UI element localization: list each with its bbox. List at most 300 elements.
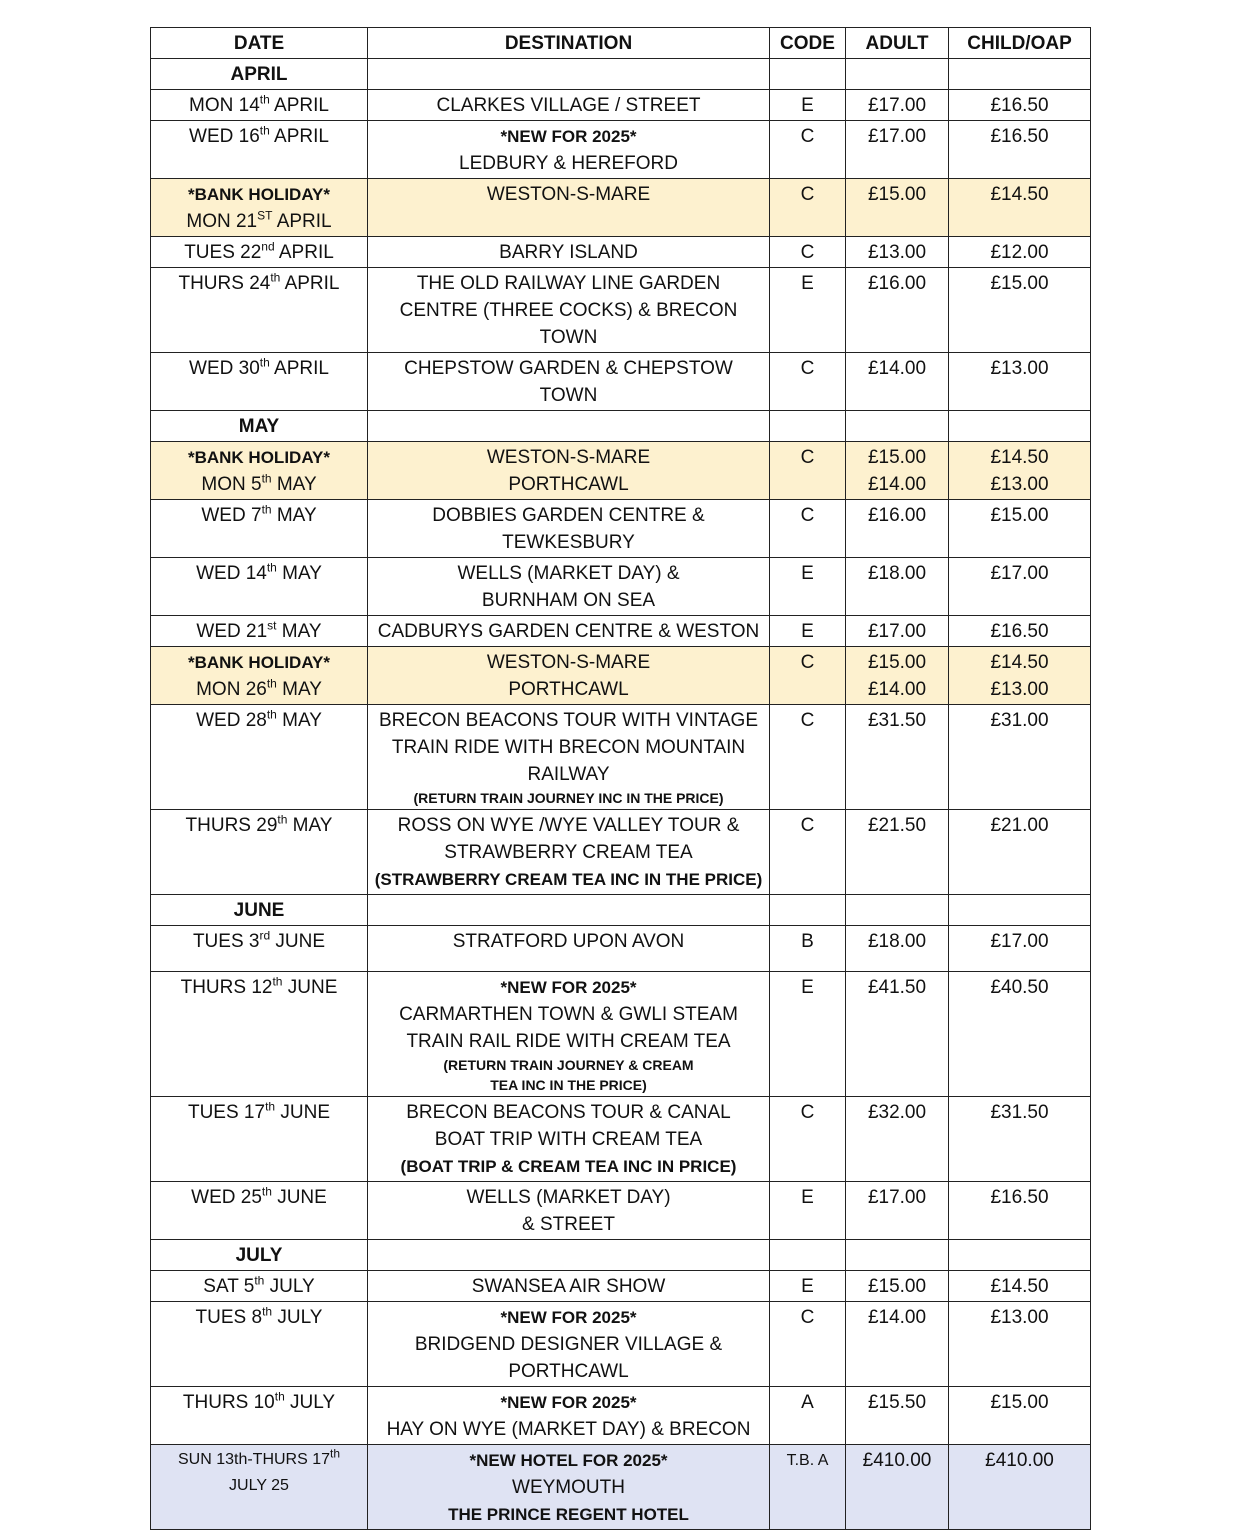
destination-line: (RETURN TRAIN JOURNEY & CREAM [443,1057,694,1073]
trip-row [151,353,1091,411]
text: THURS 29 [185,815,278,836]
text: JUNE [271,1187,327,1208]
date-cell [151,558,368,616]
text: THURS 12 [180,977,273,998]
destination-line: *NEW FOR 2025* [500,127,637,146]
ordinal-suffix: th [261,471,272,486]
destination-line: PORTHCAWL [508,1361,629,1382]
adult-price: £17.00 [867,126,927,147]
trip-row [151,442,1091,500]
date-cell [151,1097,368,1182]
text: MAY [276,563,322,584]
header-destination: DESTINATION [368,28,770,59]
trip-row [151,810,1091,895]
text: WED 7 [201,505,262,526]
adult-price-cell [846,1445,949,1530]
child-oap-price: £17.00 [990,931,1049,952]
code-cell [770,59,846,90]
child-oap-price-cell [949,1271,1091,1302]
text: *BANK HOLIDAY* [187,653,330,672]
adult-price-cell [846,926,949,972]
destination-cell [368,1097,770,1182]
child-oap-price-cell [949,179,1091,237]
text: JUNE [282,977,338,998]
destination-cell [368,442,770,500]
destination-line: *NEW HOTEL FOR 2025* [469,1451,668,1470]
date-cell [151,1302,368,1387]
child-oap-price: £13.00 [990,1307,1049,1328]
trip-row [151,90,1091,121]
trip-row [151,1387,1091,1445]
destination-line: *NEW FOR 2025* [500,1308,637,1327]
adult-price: £32.00 [867,1102,927,1123]
text: MON 21 [186,211,258,232]
code-cell: E [770,972,846,1097]
adult-price-cell [846,59,949,90]
date-cell [151,500,368,558]
destination-line: THE OLD RAILWAY LINE GARDEN [416,273,721,294]
adult-price: £31.50 [867,710,927,731]
adult-price-cell [846,179,949,237]
ordinal-suffix: th [266,560,277,575]
excursion-table [150,27,1091,1530]
date-line [154,1447,364,1473]
date-cell [151,810,368,895]
destination-line: DOBBIES GARDEN CENTRE & [432,505,705,526]
text: WED 14 [196,563,267,584]
code-cell: E [770,558,846,616]
code-cell: C [770,810,846,895]
adult-price-cell [846,972,949,1097]
destination-line: STRAWBERRY CREAM TEA [444,842,693,863]
destination-line: (BOAT TRIP & CREAM TEA INC IN PRICE) [400,1157,737,1176]
child-oap-price-cell [949,1387,1091,1445]
code-cell: E [770,1182,846,1240]
text: JULY [284,1392,336,1413]
destination-line: CADBURYS GARDEN CENTRE & WESTON [377,621,760,642]
destination-cell [368,179,770,237]
adult-price: £14.00 [867,474,927,495]
child-oap-price: £21.00 [990,815,1049,836]
destination-line: WESTON-S-MARE [486,184,651,205]
adult-price-cell [846,1302,949,1387]
date-cell [151,1445,368,1530]
trip-row [151,500,1091,558]
code-cell: A [770,1387,846,1445]
date-cell [151,972,368,1097]
text: MON 14 [189,95,260,116]
child-oap-price-cell [949,1302,1091,1387]
adult-price-cell [846,895,949,926]
ordinal-suffix: ST [257,208,273,223]
destination-line: BRIDGEND DESIGNER VILLAGE & [414,1334,723,1355]
date-line [154,208,364,235]
destination-line: TRAIN RAIL RIDE WITH CREAM TEA [406,1031,731,1052]
trip-row [151,179,1091,237]
child-oap-price: £12.00 [990,242,1049,263]
ordinal-suffix: nd [261,239,275,254]
ordinal-suffix: th [266,676,277,691]
ordinal-suffix: th [266,707,277,722]
text: TUES 8 [195,1307,263,1328]
child-oap-price: £13.00 [990,679,1049,700]
ordinal-suffix: th [261,502,272,517]
ordinal-suffix: th [265,1099,276,1114]
destination-cell [368,1387,770,1445]
ordinal-suffix: th [272,974,283,989]
destination-line: BRECON BEACONS TOUR & CANAL [406,1102,731,1123]
adult-price-cell [846,442,949,500]
trip-row [151,558,1091,616]
child-oap-price-cell [949,500,1091,558]
date-cell [151,442,368,500]
code-cell: C [770,237,846,268]
destination-line: PORTHCAWL [508,679,629,700]
destination-line: PORTHCAWL [508,474,629,495]
code-cell: C [770,500,846,558]
adult-price: £15.00 [867,652,927,673]
trip-row [151,1302,1091,1387]
text: MAY [287,815,333,836]
date-cell [151,353,368,411]
text: THURS 24 [178,273,271,294]
child-oap-price: £14.50 [990,1276,1049,1297]
destination-line: WESTON-S-MARE [486,447,651,468]
header-code: CODE [770,28,846,59]
date-cell [151,411,368,442]
adult-price: £17.00 [867,1187,927,1208]
code-cell [770,895,846,926]
destination-cell [368,500,770,558]
text: JUNE [233,900,285,921]
month-row [151,411,1091,442]
ordinal-suffix: st [267,618,277,633]
ordinal-suffix: th [254,1273,265,1288]
ordinal-suffix: th [259,123,270,138]
destination-line: ROSS ON WYE /WYE VALLEY TOUR & [397,815,740,836]
child-oap-price: £14.50 [990,184,1049,205]
text: MAY [271,474,317,495]
code-cell [770,1240,846,1271]
child-oap-price-cell [949,895,1091,926]
child-oap-price-cell [949,59,1091,90]
text: WED 16 [189,126,260,147]
destination-line: CARMARTHEN TOWN & GWLI STEAM [399,1004,738,1025]
adult-price-cell [846,1240,949,1271]
adult-price: £21.50 [867,815,927,836]
date-cell [151,616,368,647]
destination-line: SWANSEA AIR SHOW [471,1276,666,1297]
child-oap-price-cell [949,810,1091,895]
date-line [154,1473,364,1499]
text: APRIL [230,64,288,85]
adult-price: £410.00 [862,1450,932,1471]
text: MON 5 [201,474,262,495]
destination-line: WEYMOUTH [512,1477,625,1498]
text: WED 25 [191,1187,262,1208]
destination-line: WESTON-S-MARE [486,652,651,673]
child-oap-price: £31.50 [990,1102,1049,1123]
trip-row [151,647,1091,705]
month-row [151,59,1091,90]
text: APRIL [269,126,329,147]
text: JULY [264,1276,315,1297]
destination-cell [368,59,770,90]
destination-line: THE PRINCE REGENT HOTEL [448,1505,689,1524]
child-oap-price: £16.50 [990,621,1049,642]
text: JULY [272,1307,323,1328]
text: JULY [235,1245,283,1266]
child-oap-price: £15.00 [990,273,1049,294]
date-cell [151,1240,368,1271]
code-cell: E [770,1271,846,1302]
destination-line: BOAT TRIP WITH CREAM TEA [434,1129,703,1150]
adult-price-cell [846,268,949,353]
destination-line: TOWN [539,385,598,406]
child-oap-price: £15.00 [990,505,1049,526]
child-oap-price-cell [949,1445,1091,1530]
destination-line: HAY ON WYE (MARKET DAY) & BRECON [386,1419,751,1440]
adult-price-cell [846,616,949,647]
destination-cell [368,1182,770,1240]
child-oap-price-cell [949,616,1091,647]
text: MAY [276,621,322,642]
date-line [154,181,364,208]
adult-price: £15.00 [867,184,927,205]
ordinal-suffix: th [330,1446,341,1461]
date-cell [151,90,368,121]
destination-line: STRATFORD UPON AVON [452,931,685,952]
child-oap-price: £15.00 [990,1392,1049,1413]
code-cell: C [770,121,846,179]
destination-cell [368,705,770,810]
destination-line: CENTRE (THREE COCKS) & BRECON TOWN [399,300,738,348]
destination-cell [368,647,770,705]
date-cell [151,926,368,972]
date-line [154,444,364,471]
child-oap-price-cell [949,121,1091,179]
text: WED 21 [196,621,268,642]
destination-line: CHEPSTOW GARDEN & CHEPSTOW [404,358,733,379]
adult-price-cell [846,121,949,179]
ordinal-suffix: th [259,92,270,107]
ordinal-suffix: th [262,1304,273,1319]
date-cell [151,237,368,268]
adult-price-cell [846,1182,949,1240]
child-oap-price-cell [949,353,1091,411]
ordinal-suffix: th [274,1389,285,1404]
destination-cell [368,1302,770,1387]
text: JULY 25 [229,1477,289,1494]
destination-cell [368,972,770,1097]
destination-cell [368,1240,770,1271]
ordinal-suffix: th [261,1184,272,1199]
date-line [154,471,364,498]
destination-line: TEWKESBURY [502,532,635,553]
child-oap-price: £17.00 [990,563,1049,584]
ordinal-suffix: th [270,270,281,285]
child-oap-price-cell [949,237,1091,268]
text: WED 28 [196,710,267,731]
adult-price-cell [846,1387,949,1445]
destination-line: TEA INC IN THE PRICE) [490,1077,647,1093]
text: APRIL [272,211,332,232]
child-oap-price: £14.50 [990,447,1049,468]
adult-price: £41.50 [867,977,927,998]
trip-row [151,972,1091,1097]
code-cell: E [770,268,846,353]
table-body [151,59,1091,1530]
text: JUNE [275,1102,330,1123]
code-cell [770,411,846,442]
text: MAY [276,710,322,731]
destination-line: (STRAWBERRY CREAM TEA INC IN THE PRICE) [374,870,763,889]
date-cell [151,1182,368,1240]
text: MAY [238,416,280,437]
month-row [151,895,1091,926]
destination-cell [368,616,770,647]
adult-price: £15.50 [867,1392,927,1413]
destination-cell [368,558,770,616]
adult-price-cell [846,647,949,705]
adult-price: £16.00 [867,273,927,294]
adult-price-cell [846,558,949,616]
adult-price-cell [846,411,949,442]
text: TUES 22 [184,242,262,263]
text: THURS 10 [182,1392,275,1413]
text: *BANK HOLIDAY* [187,185,330,204]
child-oap-price: £16.50 [990,126,1049,147]
destination-cell [368,926,770,972]
child-oap-price: £16.50 [990,95,1049,116]
ordinal-suffix: th [259,355,270,370]
child-oap-price-cell [949,972,1091,1097]
destination-cell [368,268,770,353]
child-oap-price: £410.00 [985,1450,1054,1471]
child-oap-price: £40.50 [990,977,1049,998]
month-row [151,1240,1091,1271]
destination-cell [368,810,770,895]
child-oap-price: £13.00 [990,474,1049,495]
adult-price-cell [846,500,949,558]
adult-price: £15.00 [867,447,927,468]
destination-line: BRECON BEACONS TOUR WITH VINTAGE [379,710,758,731]
date-line [154,649,364,676]
adult-price: £13.00 [867,242,927,263]
destination-cell [368,90,770,121]
adult-price-cell [846,810,949,895]
trip-row [151,237,1091,268]
destination-cell [368,1271,770,1302]
code-cell: C [770,442,846,500]
destination-line: TRAIN RIDE WITH BRECON MOUNTAIN [391,737,746,758]
destination-cell [368,895,770,926]
adult-price: £15.00 [867,1276,927,1297]
adult-price: £18.00 [867,563,927,584]
text: TUES 3 [192,931,260,952]
adult-price-cell [846,90,949,121]
adult-price: £16.00 [867,505,927,526]
trip-row [151,1182,1091,1240]
trip-row [151,926,1091,972]
destination-line: *NEW FOR 2025* [500,978,637,997]
destination-line: LEDBURY & HEREFORD [459,153,678,174]
destination-line: (RETURN TRAIN JOURNEY INC IN THE PRICE) [413,790,724,806]
destination-line: WELLS (MARKET DAY) & [457,563,680,584]
destination-line: CLARKES VILLAGE / STREET [436,95,701,116]
adult-price-cell [846,1271,949,1302]
date-cell [151,705,368,810]
code-cell: T.B. A [770,1445,846,1530]
date-cell [151,268,368,353]
adult-price: £17.00 [867,621,927,642]
date-line [154,676,364,703]
code-cell: C [770,353,846,411]
destination-cell [368,1445,770,1530]
code-cell: C [770,1302,846,1387]
adult-price-cell [846,1097,949,1182]
destination-cell [368,121,770,179]
trip-row [151,268,1091,353]
date-cell [151,59,368,90]
date-cell [151,1271,368,1302]
adult-price: £18.00 [867,931,927,952]
destination-line: BARRY ISLAND [499,242,638,263]
child-oap-price-cell [949,705,1091,810]
date-cell [151,179,368,237]
destination-line: RAILWAY [527,764,610,785]
text: APRIL [274,242,334,263]
text: *BANK HOLIDAY* [187,448,330,467]
trip-row [151,1097,1091,1182]
trip-row [151,121,1091,179]
text: MON 26 [196,679,267,700]
child-oap-price-cell [949,558,1091,616]
child-oap-price-cell [949,926,1091,972]
adult-price: £17.00 [867,95,927,116]
code-cell: E [770,616,846,647]
destination-line: *NEW FOR 2025* [500,1393,637,1412]
destination-cell [368,353,770,411]
code-cell: C [770,179,846,237]
code-cell: E [770,90,846,121]
child-oap-price-cell [949,647,1091,705]
date-cell [151,895,368,926]
header-date: DATE [151,28,368,59]
child-oap-price: £14.50 [990,652,1049,673]
child-oap-price-cell [949,1240,1091,1271]
trip-row [151,1445,1091,1530]
date-cell [151,1387,368,1445]
child-oap-price: £16.50 [990,1187,1049,1208]
destination-line: BURNHAM ON SEA [481,590,656,611]
code-cell: C [770,705,846,810]
date-cell [151,121,368,179]
child-oap-price-cell [949,1097,1091,1182]
date-cell [151,647,368,705]
child-oap-price: £13.00 [990,358,1049,379]
adult-price-cell [846,237,949,268]
trip-row [151,616,1091,647]
destination-cell [368,237,770,268]
text: SUN 13th-THURS 17 [177,1451,331,1468]
header-adult: ADULT [846,28,949,59]
text: WED 30 [189,358,260,379]
ordinal-suffix: rd [259,928,271,943]
destination-line: WELLS (MARKET DAY) [466,1187,671,1208]
text: MAY [271,505,317,526]
child-oap-price-cell [949,442,1091,500]
